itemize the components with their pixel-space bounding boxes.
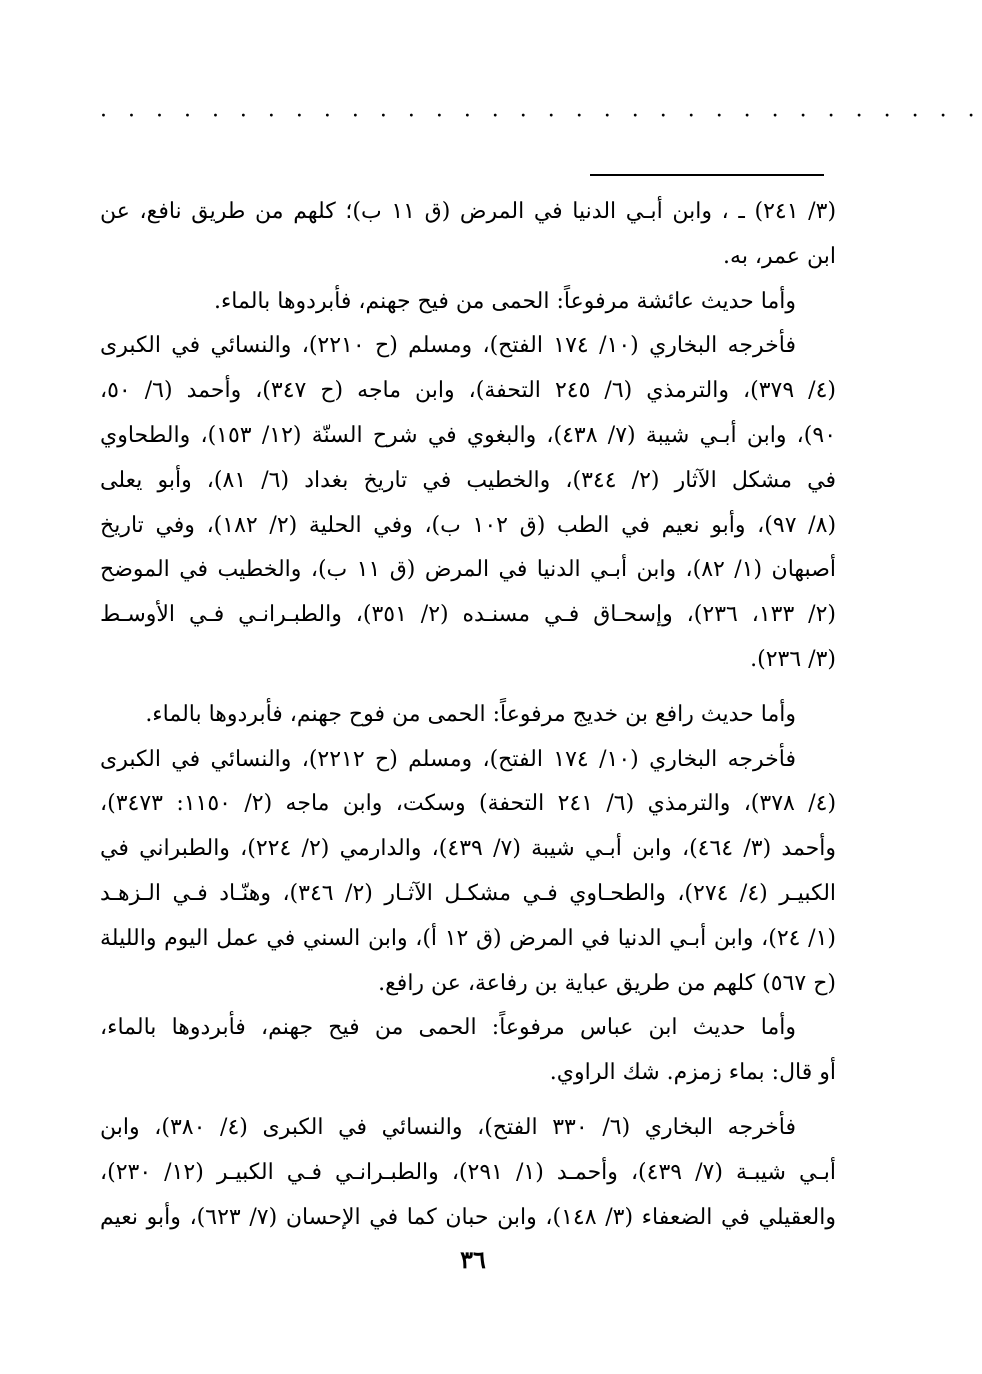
text-line: وأحمد (٣/ ٤٦٤)، وابن أبـي شيبة (٧/ ٤٣٩)، والدارمي (٢/ ٢٢٤)، والطبراني في bbox=[100, 836, 837, 862]
text-line: (٨/ ٩٧)، وأبو نعيم في الطب (ق ١٠٢ ب)، وفي الحلية (٢/ ١٨٢)، وفي تاريخ bbox=[100, 512, 837, 538]
text-line: وأما حديث رافع بن خديج مرفوعاً: الحمى من فوح جهنم، فأبردوها بالماء. bbox=[145, 701, 796, 727]
text-line: وأما حديث ابن عباس مرفوعاً: الحمى من فيح جهنم، فأبردوها بالماء، bbox=[100, 1015, 796, 1041]
footnote-rule bbox=[590, 174, 824, 176]
text-line: فأخرجه البخاري (١٠/ ١٧٤ الفتح)، ومسلم (ح ٢٢١٢)، والنسائي في الكبرى bbox=[100, 746, 796, 772]
text-line: (٤/ ٣٧٨)، والترمذي (٦/ ٢٤١ التحفة) وسكت، وابن ماجه (٢/ ١١٥٠: ٣٤٧٣)، bbox=[100, 791, 837, 817]
text-line: والعقيلي في الضعفاء (٣/ ١٤٨)، وابن حبان كما في الإحسان (٧/ ٦٢٣)، وأبو نعيم bbox=[100, 1204, 836, 1230]
text-line: (٤/ ٣٧٩)، والترمذي (٦/ ٢٤٥ التحفة)، وابن ماجه (ح ٣٤٧)، وأحمد (٦/ ٥٠، bbox=[100, 378, 836, 404]
footnote-text-block bbox=[100, 190, 836, 1240]
text-line: ٩٠)، وابن أبـي شيبة (٧/ ٤٣٨)، والبغوي في شرح السنّة (١٢/ ١٥٣)، والطحاوي bbox=[100, 422, 837, 448]
text-line: (٣/ ٢٤١) ـ ، وابن أبـي الدنيا في المرض (ق ١١ ب)؛ كلهم من طريق نافع، عن bbox=[100, 199, 837, 224]
text-line: وأما حديث عائشة مرفوعاً: الحمى من فيح جهنم، فأبردوها بالماء. bbox=[213, 288, 796, 314]
text-line: (١/ ٢٤)، وابن أبـي الدنيا في المرض (ق ١٢ أ)، وابن السني في عمل اليوم والليلة bbox=[100, 925, 836, 951]
text-line: فأخرجه البخاري (١٠/ ١٧٤ الفتح)، ومسلم (ح ٢٢١٠)، والنسائي في الكبرى bbox=[100, 333, 796, 359]
text-line: في مشكل الآثار (٢/ ٣٤٤)، والخطيب في تاريخ بغداد (٦/ ٨١)، وأبو يعلى bbox=[100, 467, 837, 493]
footnote-separator-dots: · · · · · · · · · · · · · · · · · · · · · · · · · · · · · · · · bbox=[100, 104, 982, 129]
text-line: أبـي شيبـة (٧/ ٤٣٩)، وأحمـد (١/ ٢٩١)، والطبـرانـي فـي الكبيـر (١٢/ ٢٣٠)، bbox=[100, 1159, 837, 1185]
text-line: أصبهان (١/ ٨٢)، وابن أبـي الدنيا في المرض (ق ١١ ب)، والخطيب في الموضح bbox=[100, 557, 836, 583]
text-line: (٢/ ١٣٣، ٢٣٦)، وإسحـاق فـي مسنـده (٢/ ٣٥١)، والطبـرانـي فـي الأوسـط bbox=[100, 602, 837, 628]
page-number: ٣٦ bbox=[460, 1245, 486, 1274]
text-line: (ح ٥٦٧) كلهم من طريق عباية بن رفاعة، عن رافع. bbox=[378, 970, 836, 996]
text-line: الكبيـر (٤/ ٢٧٤)، والطحـاوي فـي مشكـل الآثـار (٢/ ٣٤٦)، وهنّـاد فـي الـزهـد bbox=[100, 880, 837, 906]
text-line: ابن عمر، به. bbox=[723, 243, 836, 269]
text-line: أو قال: بماء زمزم. شك الراوي. bbox=[549, 1060, 836, 1086]
text-line: (٣/ ٢٣٦). bbox=[750, 646, 836, 672]
text-line: فأخرجه البخاري (٦/ ٣٣٠ الفتح)، والنسائي في الكبرى (٤/ ٣٨٠)، وابن bbox=[100, 1114, 797, 1140]
